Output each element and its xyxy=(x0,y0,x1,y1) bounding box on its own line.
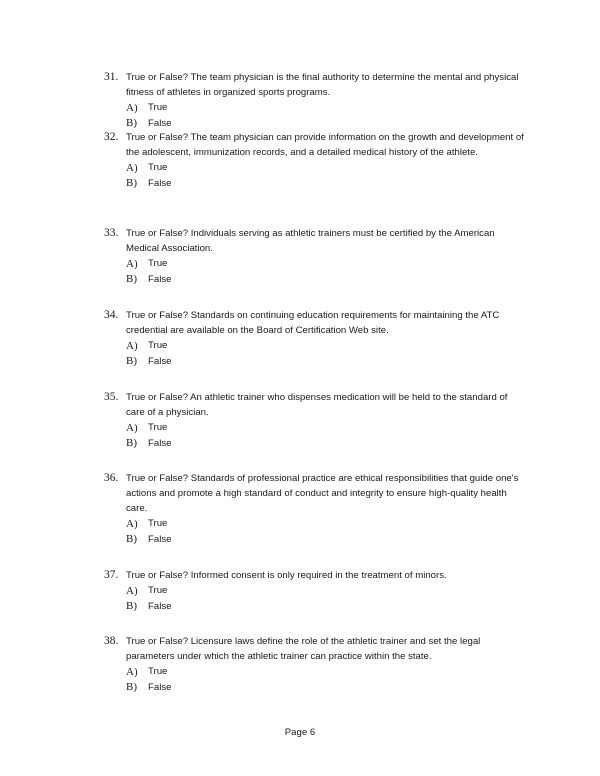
option-letter: B) xyxy=(126,355,137,368)
question-37 xyxy=(104,568,524,614)
option-text: False xyxy=(148,117,172,129)
option-letter: A) xyxy=(126,517,138,530)
option-text: False xyxy=(148,437,172,449)
option-letter: B) xyxy=(126,533,137,546)
option-letter: B) xyxy=(126,273,137,286)
option-text: True xyxy=(148,162,168,174)
question-31 xyxy=(104,70,524,131)
option-b xyxy=(126,176,524,192)
question-text: True or False? Individuals serving as athletic trainers must be certified by the American Medical Association. xyxy=(126,228,495,254)
option-letter: B) xyxy=(126,600,137,613)
question-text: True or False? Standards of professional practice are ethical responsibilities that guide one's actions and promote a high standard of conduct and integrity to ensure high-quality health care. xyxy=(126,473,519,514)
option-a xyxy=(126,338,524,354)
option-b xyxy=(126,116,524,132)
option-text: True xyxy=(148,340,168,352)
question-36 xyxy=(104,471,524,547)
option-a xyxy=(126,256,524,272)
option-b xyxy=(126,599,524,615)
option-b xyxy=(126,532,524,548)
question-number: 37. xyxy=(104,569,119,581)
question-38 xyxy=(104,634,524,695)
question-33 xyxy=(104,226,524,287)
option-text: False xyxy=(148,177,172,189)
option-letter: A) xyxy=(126,101,138,114)
option-text: False xyxy=(148,273,172,285)
option-a xyxy=(126,583,524,599)
question-number: 35. xyxy=(104,391,119,403)
question-text: True or False? Informed consent is only required in the treatment of minors. xyxy=(126,570,447,581)
option-letter: A) xyxy=(126,339,138,352)
option-a xyxy=(126,100,524,116)
option-text: True xyxy=(148,518,168,530)
option-letter: A) xyxy=(126,421,138,434)
question-text: True or False? An athletic trainer who dispenses medication will be held to the standard of care of a physician. xyxy=(126,392,508,418)
question-35 xyxy=(104,390,524,451)
option-letter: A) xyxy=(126,257,138,270)
option-letter: B) xyxy=(126,117,137,130)
option-b xyxy=(126,680,524,696)
question-number: 33. xyxy=(104,227,119,239)
option-letter: B) xyxy=(126,681,137,694)
question-32 xyxy=(104,130,524,191)
option-letter: A) xyxy=(126,161,138,174)
option-b xyxy=(126,436,524,452)
option-letter: B) xyxy=(126,177,137,190)
option-a xyxy=(126,160,524,176)
option-letter: A) xyxy=(126,665,138,678)
option-text: False xyxy=(148,355,172,367)
question-number: 34. xyxy=(104,309,119,321)
option-a xyxy=(126,664,524,680)
option-a xyxy=(126,420,524,436)
question-text: True or False? The team physician can provide information on the growth and development of the adolescent, immunization records, and a detailed medical history of the athlete. xyxy=(126,132,524,158)
option-text: False xyxy=(148,533,172,545)
question-number: 32. xyxy=(104,131,119,143)
option-letter: B) xyxy=(126,437,137,450)
option-text: True xyxy=(148,102,168,114)
question-number: 31. xyxy=(104,71,119,83)
option-text: False xyxy=(148,600,172,612)
question-text: True or False? The team physician is the final authority to determine the mental and physical fitness of athletes in organized sports programs. xyxy=(126,72,519,98)
question-34 xyxy=(104,308,524,369)
option-letter: A) xyxy=(126,584,138,597)
question-text: True or False? Standards on continuing education requirements for maintaining the ATC credential are available on the Board of Certification Web site. xyxy=(126,310,500,336)
option-text: True xyxy=(148,258,168,270)
option-a xyxy=(126,516,524,532)
option-text: False xyxy=(148,681,172,693)
option-text: True xyxy=(148,666,168,678)
question-number: 38. xyxy=(104,635,119,647)
page-number: Page 6 xyxy=(284,727,316,738)
question-number: 36. xyxy=(104,472,119,484)
option-text: True xyxy=(148,422,168,434)
option-b xyxy=(126,272,524,288)
option-text: True xyxy=(148,585,168,597)
option-b xyxy=(126,354,524,370)
question-text: True or False? Licensure laws define the role of the athletic trainer and set the legal parameters under which the athletic trainer can practice within the state. xyxy=(126,636,481,662)
